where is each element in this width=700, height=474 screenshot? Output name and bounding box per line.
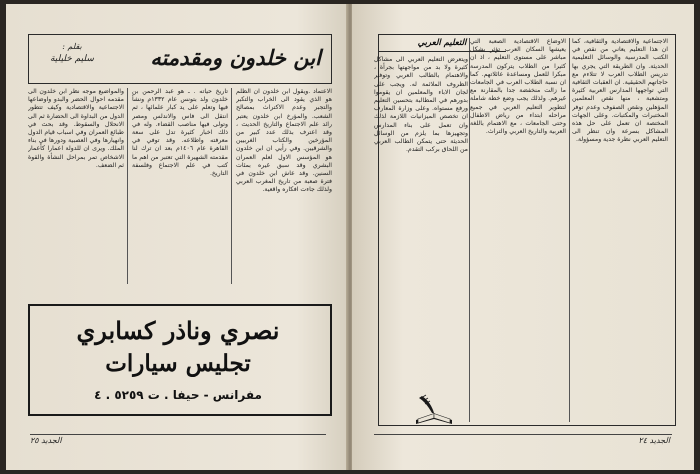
footer-rule	[30, 434, 326, 435]
byline-label: بقلم :	[62, 42, 82, 51]
article-title: ابن خلدون ومقدمته	[150, 45, 321, 70]
article-header	[28, 34, 332, 84]
column-divider	[127, 88, 128, 284]
byline	[37, 41, 107, 65]
magazine-spread	[6, 4, 694, 470]
article-column-1: الاعتماد .ويقول ابن خلدون ان الظلم هو الذي يقود الى الخراب والتكبر والتجبر وعدم الاكتراث بمصالح الشعب. والمؤرخ ابن خلدون يعتبر رائد علم الاجتماع والتاريخ الحديث ، وقد اعترف بذلك عدد كبير من المؤرخين والكتاب الغربيين والشرقيين. وفي رأيي ان ابن خلدون هو المؤسس الاول لعلم العمران البشري وقد سبق غيره بمئات السنين. وقد عاش ابن خلدون في فترة صعبة من تاريخ المغرب العربي ولذلك جاءت افكاره واقعية.	[236, 88, 332, 194]
book-quill-logo-icon	[410, 392, 458, 426]
ad-service: تجليس سيارات	[105, 350, 251, 377]
article-column-2: تاريخ حياته . ـ هو عبد الرحمن بن خلدون ولد بتونس عام ١٣٣٢م ونشأ فيها وتعلم على يد كبار علمائها ، ثم انتقل الى فاس والاندلس ومصر وتولى فيها مناصب القضاء. وله في ذلك اخبار كثيرة تدل على سعة معرفته واطلاعه. وقد توفي في القاهرة عام ١٤٠٦م بعد ان ترك لنا مقدمته الشهيرة التي تعتبر من اهم ما كتب في علم الاجتماع وفلسفة التاريخ.	[132, 88, 228, 178]
page-folio: الجديد ٢٤	[638, 436, 670, 445]
ad-contact: مفرانس - حيفا . ت ٥٢٥٩ . ٤	[94, 388, 262, 402]
article-column-2: الاوضاع الاقتصادية الصعبة التي يعيشها السكان العرب تؤثر بشكل مباشر على مستوى التعليم ، اذ ان كثيرا من الطلاب يتركون المدرسة مبكرا للعمل ومساعدة عائلاتهم. كما ان نسبة الطلاب العرب في الجامعات ما زالت منخفضة جدا بالمقارنة مع غيرهم. ولذلك يجب وضع خطة شاملة لتطوير التعليم العربي في جميع مراحله ابتداء من رياض الاطفال وحتى الجامعات ، مع الاهتمام باللغة العربية والتاريخ العربي والتراث.	[470, 38, 566, 136]
article-column-3: والمواضيع موجه نظر ابن خلدون الى مقدمه احوال الحضر والبدو واوضاعها الاجتماعية والاقتصادية وكيف تتطور الدول من البداوة الى الحضارة ثم الى الانحلال والسقوط. وقد بحث في طبائع العمران وفي اسباب قيام الدول وانهيارها وفي العصبية ودورها في بناء الملك. ويرى ان للدولة اعمارا كأعمار الاشخاص تمر بمراحل النشأة والقوة ثم الضعف.	[28, 88, 124, 169]
column-divider	[469, 38, 470, 422]
page-folio: الجديد ٢٥	[30, 436, 62, 445]
article-columns	[28, 88, 332, 284]
author-name: سليم خليلية	[50, 54, 94, 64]
footer-rule	[374, 434, 672, 435]
ad-company-name: نصري وناذر كسابري	[76, 316, 280, 345]
column-divider	[231, 88, 232, 284]
right-page	[352, 4, 694, 470]
column-divider	[569, 38, 570, 422]
article-column-1: الاجتماعية والاقتصادية والثقافية، كما ان هذا التعليم يعاني من نقص في الكتب المدرسية والوسائل التعليمية الحديثة. وان الطريقة التي يجري بها تدريس الطلاب العرب لا تتلاءم مع حاجاتهم الحقيقية. ان العقبات الثقافية التي تواجهها المدارس العربية كثيرة ومتشعبة ، منها نقص المعلمين المؤهلين ونقص الصفوف وعدم توفر المختبرات والمكتبات. وعلى الجهات المختصة ان تعمل على حل هذه المشاكل بسرعة وان تنظر الى التعليم العربي نظرة جدية ومسؤولة.	[572, 38, 668, 144]
advertisement-box	[28, 304, 332, 416]
left-page	[6, 4, 348, 470]
article-column-3: ويتعرض التعليم العربي الى مشاكل كثيرة ولا بد من مواجهتها بجرأة ، والاهتمام بالطالب العربي وتوفير الظروف الملائمة له. ويجب على لجان الاباء والمعلمين ان يقوموا بدورهم في المطالبة بتحسين التعليم ورفع مستواه. وعلى وزارة المعارف ان تخصص الميزانيات اللازمة لذلك وان تعمل على بناء المدارس وتجهيزها بما يلزم من الوسائل الحديثة حتى يتمكن الطالب العربي من اللحاق بركب التقدم.	[374, 56, 468, 154]
section-label: التعليم العربي	[378, 38, 506, 52]
